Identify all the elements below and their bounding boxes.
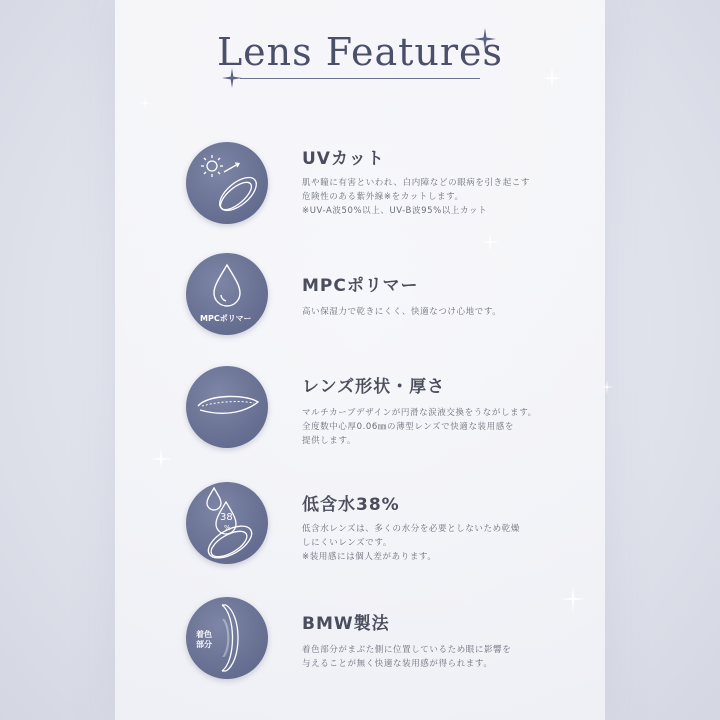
feature-description-line: 危険性のある紫外線※をカットします。 [302, 192, 464, 202]
feature-title: UVカット [302, 149, 385, 169]
page-title: Lens Features [216, 30, 504, 74]
icon-label: 着色 [196, 630, 212, 639]
icon-unit: % [224, 524, 231, 532]
feature-description-line: 着色部分がまぶた側に位置しているため眼に影響を [302, 645, 512, 655]
feature-low-water-content [0, 482, 720, 582]
lens-profile-icon [186, 366, 268, 448]
icon-label: 部分 [196, 640, 212, 649]
feature-title: BMW製法 [302, 614, 390, 634]
feature-uv-cut [0, 142, 720, 242]
feature-title: レンズ形状・厚さ [302, 377, 446, 397]
title-underline [240, 78, 480, 79]
water-drop-icon [186, 253, 268, 335]
feature-mpc-polymer [0, 253, 720, 353]
sparkle-icon [138, 96, 152, 110]
feature-description-line: 全度数中心厚0.06㎜の薄型レンズで快適な装用感を [302, 422, 514, 432]
water-content-icon [186, 482, 268, 564]
uv-cut-icon [186, 142, 268, 224]
feature-description-line: ※UV-A波50%以上、UV-B波95%以上カット [302, 206, 488, 216]
feature-description-line: 提供します。 [302, 436, 356, 446]
feature-description-line: ※装用感には個人差があります。 [302, 552, 437, 562]
feature-description-line: 肌や瞳に有害といわれ、白内障などの眼病を引き起こす [302, 178, 531, 188]
feature-description-line: 高い保湿力で乾きにくく、快適なつけ心地です。 [302, 307, 502, 317]
icon-label: MPCポリマー [200, 314, 252, 323]
feature-description-line: しにくいレンズです。 [302, 538, 392, 548]
lens-cross-section-icon [186, 597, 268, 679]
feature-title: MPCポリマー [302, 276, 419, 296]
feature-description-line: マルチカーブデザインが円滑な涙液交換をうながします。 [302, 408, 537, 418]
icon-label: 38 [220, 512, 233, 523]
feature-lens-shape [0, 366, 720, 466]
feature-title: 低含水38% [302, 495, 400, 515]
feature-bmw-method [0, 597, 720, 697]
feature-description-line: 与えることが無く快適な装用感が得られます。 [302, 659, 493, 669]
feature-description-line: 低含水レンズは、多くの水分を必要としないため乾燥 [302, 524, 520, 534]
